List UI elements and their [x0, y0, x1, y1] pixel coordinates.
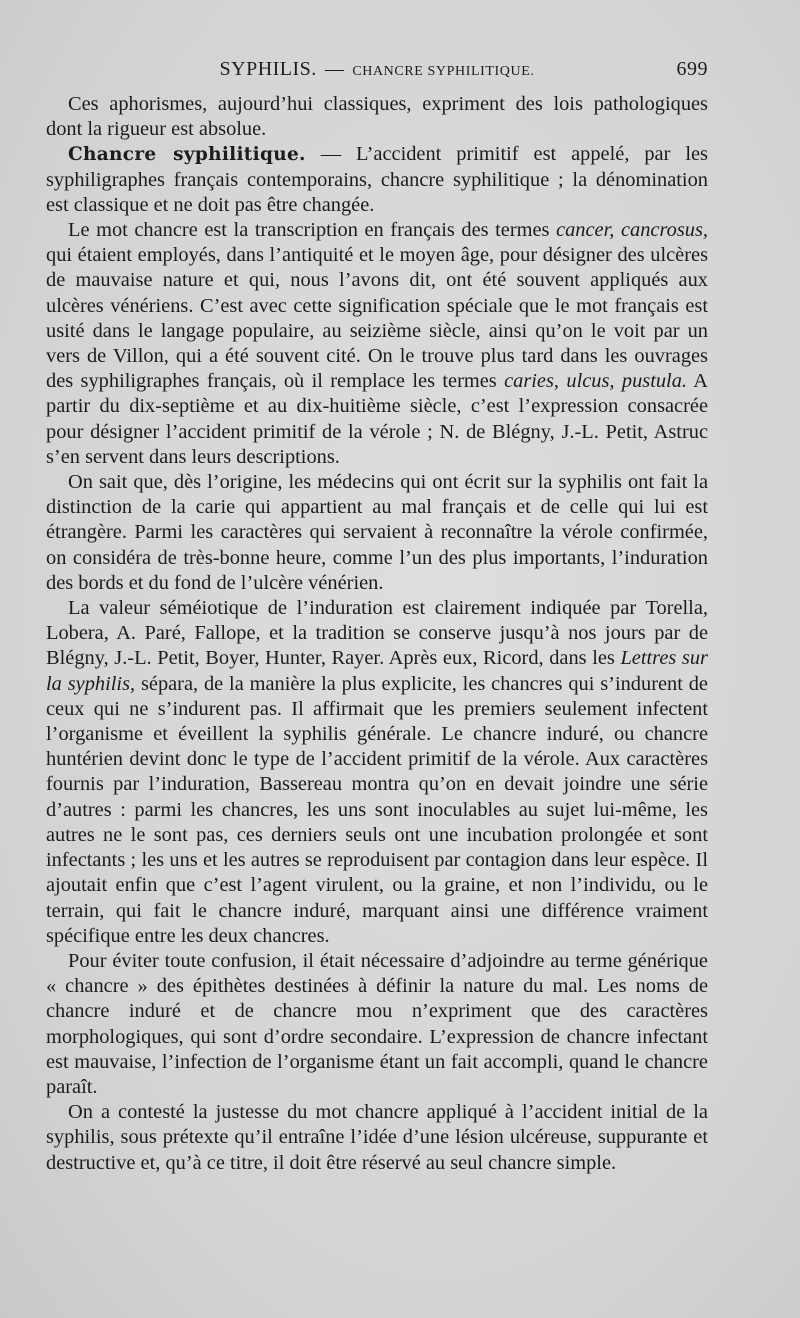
paragraph-text: qui étaient employés, dans l’antiquité et le moyen âge, pour désigner des ulcères de mauvaise nature et qui, nous l’avons dit, ont été souvent appliqués aux ulcères vénériens. C’est avec cette signification spéciale que le mot français est usité dans le langage populaire, au seizième siècle, ainsi qu’on le voit par un vers de Villon, qui a été souvent cité. On le trouve plus tard dans les ouvrages des syphiligraphes français, où il remplace les termes — [46, 244, 708, 393]
paragraph-induration — [46, 596, 708, 949]
running-head-dash: — — [324, 59, 345, 80]
paragraph-text: On sait que, dès l’origine, les médecins qui ont écrit sur la syphilis ont fait la distinction de la carie qui appartient au mal français et de celle qui lui est étrangère. Parmi les caractères qui servaient à reconnaître la vérole confirmée, on considéra de très-bonne heure, comme l’un des plus importants, l’induration des bords et du fond de l’ulcère vénérien. — [46, 471, 708, 594]
italic-book-title: Lettres sur la syphilis, — [46, 647, 708, 695]
paragraph-mot-chancre — [46, 218, 708, 470]
paragraph-text: Ces aphorismes, aujourd’hui classiques, expriment des lois pathologiques dont la rigueur est absolue. — [46, 93, 708, 141]
paragraph-text: La valeur séméiotique de l’induration est clairement indiquée par Torella, Lobera, A. Paré, Fallope, et la tradition se conserve jusqu’à nos jours par de Blégny, J.-L. Petit, Boyer, Hunter, Rayer. Après eux, Ricord, dans les — [46, 597, 708, 670]
page-number: 699 — [676, 58, 708, 80]
body-text — [46, 92, 708, 1176]
paragraph-text: A partir du dix-septième et au dix-huitième siècle, c’est l’expression consacrée pour désigner l’accident primitif de la vérole ; N. de Blégny, J.-L. Petit, Astruc s’en servent dans leurs descriptions. — [46, 370, 708, 468]
book-page — [46, 58, 708, 1176]
paragraph-text: Le mot chancre est la transcription en français des termes — [68, 219, 557, 242]
running-head-section: CHANCRE SYPHILITIQUE. — [352, 64, 535, 79]
paragraph-text: On a contesté la justesse du mot chancre appliqué à l’accident initial de la syphilis, sous prétexte qu’il entraîne l’idée d’une lésion ulcéreuse, suppurante et destructive et, qu’à ce titre, il doit être réservé au seul chancre simple. — [46, 1101, 708, 1174]
paragraph-confusion — [46, 949, 708, 1100]
italic-term: caries, ulcus, pustula. — [504, 370, 688, 393]
section-heading: Chancre syphilitique. — [68, 144, 306, 166]
paragraph-justesse — [46, 1100, 708, 1176]
paragraph-text: Pour éviter toute confusion, il était nécessaire d’adjoindre au terme générique « chancre » des épithètes destinées à définir la nature du mal. Les noms de chancre induré et de chancre mou n’expriment que des caractères morphologiques, qui sont d’ordre secondaire. L’expression de chancre infectant est mauvaise, l’infection de l’organisme étant un fait accompli, quand le chancre paraît. — [46, 949, 708, 1098]
running-head — [46, 58, 708, 92]
running-head-title: SYPHILIS. — [219, 58, 317, 80]
italic-term: cancer, cancrosus, — [556, 219, 708, 242]
paragraph-text: — L’accident primitif est appelé, par les syphiligraphes français contemporains, chancre syphilitique ; la dénomination est classique et ne doit pas être changée. — [46, 143, 708, 216]
paragraph-aphorismes — [46, 92, 708, 142]
paragraph-origine — [46, 470, 708, 596]
paragraph-text: sépara, de la manière la plus explicite, les chancres qui s’indurent de ceux qui ne s’indurent pas. Il affirmait que les premiers seulement infectent l’organisme et éveillent la syphilis générale. Le chancre induré, ou chancre huntérien devint donc le type de l’accident primitif de la vérole. Aux caractères fournis par l’induration, Bassereau montra qu’on en devait joindre une série d’autres : parmi les chancres, les uns sont inoculables au sujet lui-même, les autres ne le sont pas, ces derniers seuls ont une incubation prolongée et sont infectants ; les uns et les autres se reproduisent par contagion dans leur espèce. Il ajoutait enfin que c’est l’agent virulent, ou la graine, et non l’individu, ou le terrain, qui fait le chancre induré, marquant ainsi une différence vraiment spécifique entre les deux chancres. — [46, 672, 708, 947]
paragraph-chancre-syphilitique — [46, 142, 708, 218]
